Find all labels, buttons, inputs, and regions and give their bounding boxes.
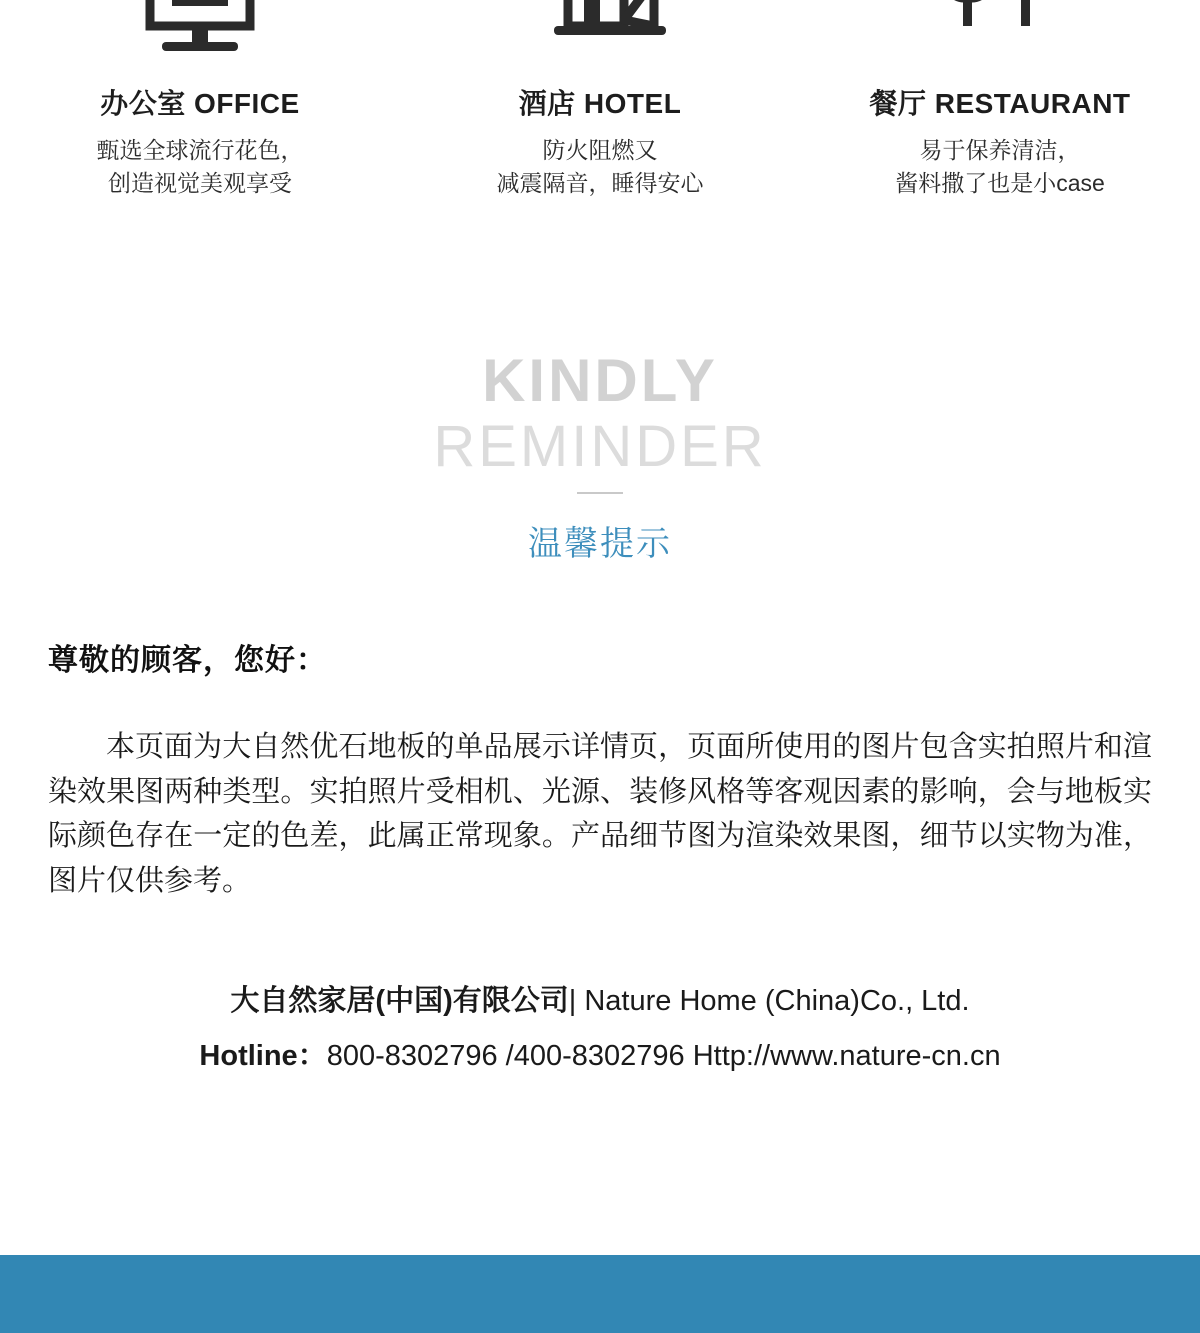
scenario-hotel <box>400 0 800 201</box>
scenario-office <box>0 0 400 201</box>
scenario-desc-line1: 易于保养清洁， <box>919 137 1081 163</box>
bottom-color-band <box>0 1255 1200 1333</box>
divider-rule <box>577 492 623 494</box>
reminder-heading <box>0 346 1200 565</box>
scenario-desc-line2: 酱料撒了也是小case <box>895 170 1105 197</box>
hotline-line <box>48 1033 1152 1074</box>
scenario-title: 办公室 OFFICE <box>100 88 300 119</box>
scenario-title: 餐厅 RESTAURANT <box>869 88 1131 119</box>
hotline-label: Hotline： <box>199 1040 327 1073</box>
reminder-cn-title: 温馨提示 <box>528 524 672 563</box>
company-name-en: | Nature Home (China)Co., Ltd. <box>568 985 970 1018</box>
scenario-desc-line2: 减震隔音，睡得安心 <box>496 170 704 197</box>
scenario-title: 酒店 HOTEL <box>518 88 682 119</box>
kindly-watermark-text: KINDLY <box>482 346 718 414</box>
letter-salutation: 尊敬的顾客，您好： <box>48 643 327 677</box>
company-contact <box>48 978 1152 1074</box>
scenario-row <box>0 0 1200 201</box>
reminder-letter <box>48 635 1152 1075</box>
scenario-desc-line1: 防火阻燃又 <box>542 137 658 163</box>
scenario-desc-line1: 甄选全球流行花色， <box>96 137 304 163</box>
office-monitor-icon <box>0 0 400 60</box>
letter-paragraph: 本页面为大自然优石地板的单品展示详情页，页面所使用的图片包含实拍照片和渲染效果图两种类型。实拍照片受相机、光源、装修风格等客观因素的影响，会与地板实际颜色存在一定的色差，此属正常现象。产品细节图为渲染效果图，细节以实物为准，图片仅供参考。 <box>48 730 1152 898</box>
company-name-cn: 大自然家居(中国)有限公司 <box>230 985 569 1018</box>
scenario-desc-line2: 创造视觉美观享受 <box>108 170 292 197</box>
hotel-building-icon <box>400 0 800 60</box>
company-line <box>48 978 1152 1019</box>
scenario-restaurant <box>800 0 1200 201</box>
restaurant-cutlery-icon <box>800 0 1200 60</box>
hotline-value: 800-8302796 /400-8302796 Http://www.nature-cn.cn <box>326 1040 1001 1073</box>
reminder-watermark-text: REMINDER <box>433 413 767 479</box>
